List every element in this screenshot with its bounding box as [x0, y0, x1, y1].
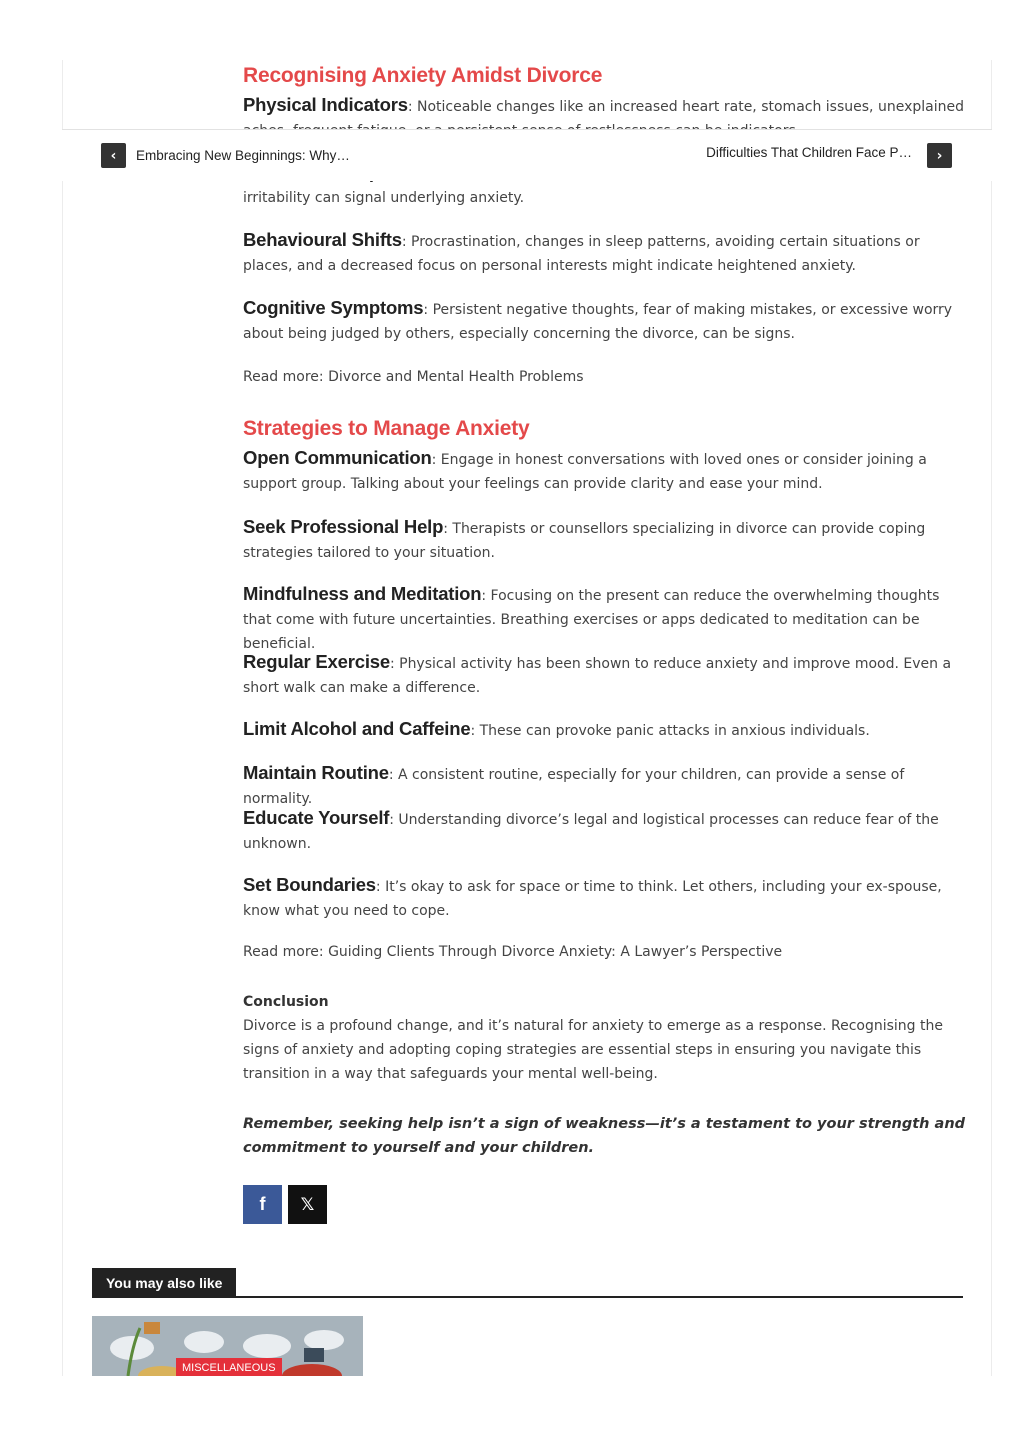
item-term: Educate Yourself	[243, 807, 390, 828]
list-item	[243, 446, 968, 496]
item-desc: : A consistent routine, especially for your children, can provide a sense of normality.	[243, 767, 905, 807]
list-item	[243, 582, 968, 656]
item-term: Maintain Routine	[243, 762, 389, 783]
page-frame	[62, 60, 992, 1376]
chevron-right-icon: ›	[936, 147, 943, 164]
item-desc: : Persistent negative thoughts, fear of making mistakes, or excessive worry about being judged by others, especially concerning the divorce, can be signs.	[243, 302, 953, 342]
category-badge[interactable]: MISCELLANEOUS	[176, 1358, 282, 1376]
item-term: Seek Professional Help	[243, 516, 444, 537]
facebook-share-button[interactable]	[243, 1185, 282, 1224]
section-heading-recognising: Recognising Anxiety Amidst Divorce	[243, 64, 603, 87]
item-desc: : Engage in honest conversations with loved ones or consider joining a support group. Talking about your feelings can provide clarity and ease your mind.	[243, 452, 927, 492]
related-section-header	[92, 1268, 963, 1298]
conclusion-body: Divorce is a profound change, and it’s natural for anxiety to emerge as a response. Recognising the signs of anxiety and adopting coping strategies are essential steps in ensuring you navigate this transition in a way that safeguards your mental well-being.	[243, 1018, 943, 1082]
closing-quote: Remember, seeking help isn’t a sign of weakness—it’s a testament to your strength and commitment to yourself and your children.	[243, 1116, 966, 1156]
item-desc: : Therapists or counsellors specializing in divorce can provide coping strategies tailored to your situation.	[243, 521, 926, 561]
x-icon: 𝕏	[300, 1194, 315, 1215]
item-term: Open Communication	[243, 447, 432, 468]
item-desc: irritability can signal underlying anxiety.	[243, 190, 525, 206]
item-term: Regular Exercise	[243, 651, 390, 672]
list-item	[243, 761, 968, 811]
related-post-card[interactable]	[92, 1316, 363, 1376]
list-item	[243, 296, 968, 346]
prev-post-button[interactable]	[101, 143, 126, 168]
item-term: Behavioural Shifts	[243, 229, 402, 250]
read-more-prefix: Read more:	[243, 369, 329, 385]
share-buttons	[243, 1185, 327, 1224]
related-label: You may also like	[92, 1268, 236, 1298]
item-term: Physical Indicators	[243, 94, 408, 115]
conclusion-title: Conclusion	[243, 994, 329, 1010]
item-desc: : Noticeable changes like an increased heart rate, stomach issues, unexplained	[407, 99, 964, 115]
next-post-button[interactable]	[927, 143, 952, 168]
list-item	[243, 873, 968, 923]
chevron-left-icon: ‹	[110, 147, 117, 164]
list-item	[243, 717, 968, 743]
list-item	[243, 650, 968, 700]
list-item	[243, 515, 968, 565]
next-post-title[interactable]: Difficulties That Children Face P…	[706, 145, 912, 160]
item-desc: : It’s okay to ask for space or time to think. Let others, including your ex-spouse, know what you need to cope.	[243, 879, 942, 919]
item-desc: : Procrastination, changes in sleep patterns, avoiding certain situations or places, and a decreased focus on personal interests might indicate heightened anxiety.	[243, 234, 920, 274]
read-more	[243, 365, 968, 389]
prev-post-title[interactable]: Embracing New Beginnings: Why…	[136, 148, 350, 163]
list-item	[243, 228, 968, 278]
item-desc: : These can provoke panic attacks in anxious individuals.	[470, 723, 870, 739]
read-more-link[interactable]: Divorce and Mental Health Problems	[328, 369, 584, 385]
read-more-prefix: Read more:	[243, 944, 329, 960]
read-more-link[interactable]: Guiding Clients Through Divorce Anxiety: A Lawyer’s Perspective	[328, 944, 783, 960]
item-term: Cognitive Symptoms	[243, 297, 424, 318]
item-term: Limit Alcohol and Caffeine	[243, 718, 471, 739]
item-desc: : Understanding divorce’s legal and logistical processes can reduce fear of the unknown.	[243, 812, 939, 852]
item-term: Set Boundaries	[243, 874, 376, 895]
list-item	[243, 806, 968, 856]
item-term: Mindfulness and Meditation	[243, 583, 482, 604]
section-heading-strategies: Strategies to Manage Anxiety	[243, 417, 530, 440]
x-share-button[interactable]	[288, 1185, 327, 1224]
post-navigation-bar	[62, 129, 992, 181]
item-desc: : Physical activity has been shown to reduce anxiety and improve mood. Even a short walk can make a difference.	[243, 656, 952, 696]
read-more	[243, 940, 968, 964]
facebook-icon: f	[259, 1194, 266, 1214]
item-desc: : Focusing on the present can reduce the overwhelming thoughts that come with future uncertainties. Breathing exercises or apps dedicated to meditation can be beneficial.	[243, 588, 940, 652]
